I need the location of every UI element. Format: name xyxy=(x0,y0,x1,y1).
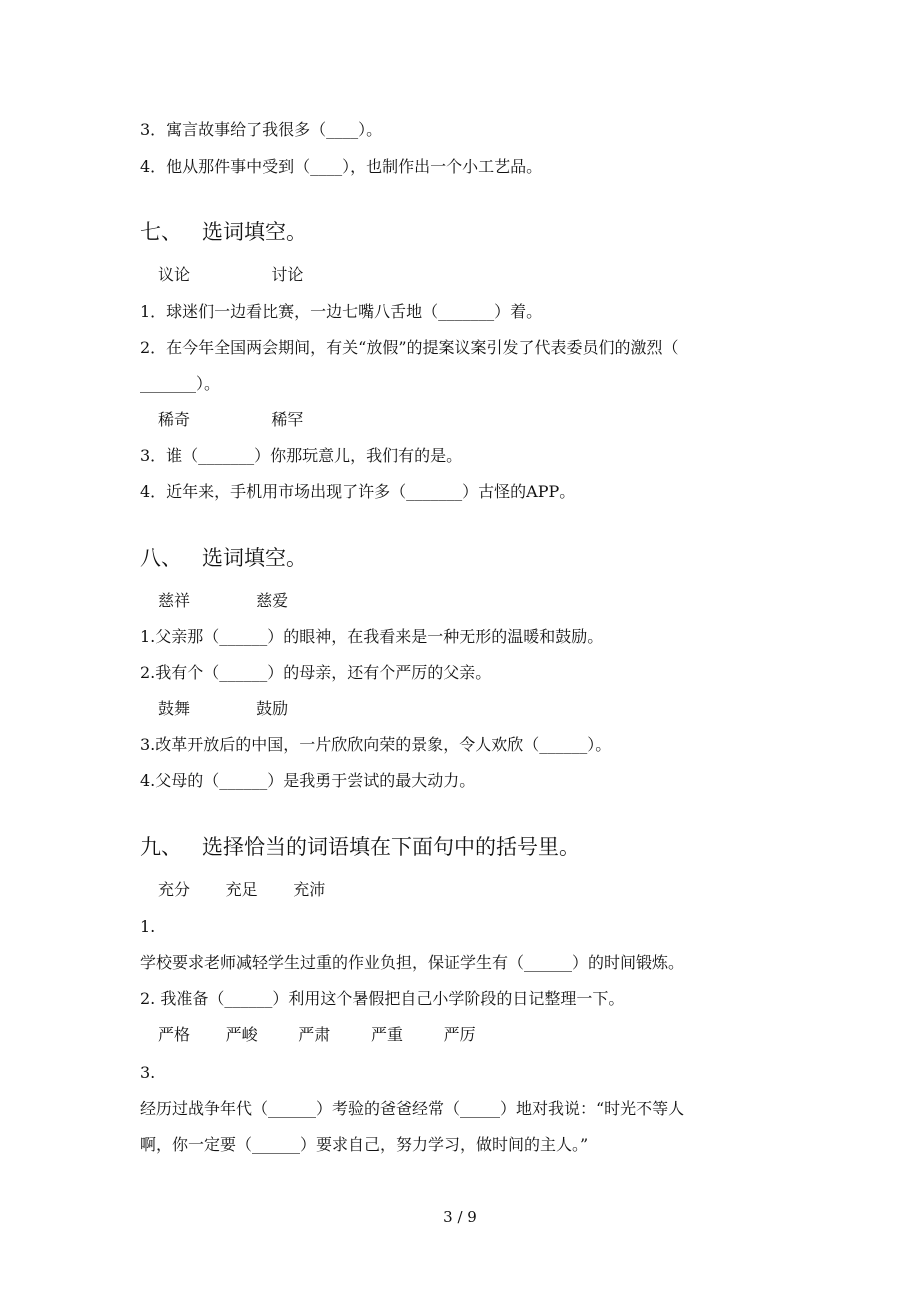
section-8-heading xyxy=(140,544,307,572)
question: 经历过战争年代（______）考验的爸爸经常（_____）地对我说：“时光不等人 xyxy=(140,1099,685,1118)
section-title: 选词填空。 xyxy=(202,546,307,570)
question-continued: 啊，你一定要（______）要求自己，努力学习，做时间的主人。” xyxy=(140,1135,589,1154)
question: 学校要求老师减轻学生过重的作业负担，保证学生有（______）的时间锻炼。 xyxy=(140,953,685,972)
section-title: 选词填空。 xyxy=(202,220,307,244)
question: 3.改革开放后的中国，一片欣欣向荣的景象，令人欢欣（______）。 xyxy=(140,735,612,754)
word-choices: 严格 严峻 严肃 严重 严厉 xyxy=(158,1025,476,1044)
question-number: 1. xyxy=(140,917,156,936)
word-choices: 稀奇 稀罕 xyxy=(158,410,304,429)
question: 2．在今年全国两会期间，有关“放假”的提案议案引发了代表委员们的激烈（ xyxy=(140,338,679,357)
question-number: 3. xyxy=(140,1063,156,1082)
section-7-heading xyxy=(140,218,307,246)
sec6-question-4: 4．他从那件事中受到（____），也制作出一个小工艺品。 xyxy=(140,157,543,176)
section-title: 选择恰当的词语填在下面句中的括号里。 xyxy=(202,835,580,859)
word-choices: 议论 讨论 xyxy=(158,265,304,284)
section-number: 七、 xyxy=(140,220,182,244)
word-choices: 鼓舞 鼓励 xyxy=(158,699,289,718)
question: 4.父母的（______）是我勇于尝试的最大动力。 xyxy=(140,771,476,790)
page-number: 3 / 9 xyxy=(443,1208,477,1226)
question-continued: _______）。 xyxy=(140,374,221,393)
word-choices: 慈祥 慈爱 xyxy=(158,591,289,610)
question: 2.我有个（______）的母亲，还有个严厉的父亲。 xyxy=(140,663,492,682)
question: 1．球迷们一边看比赛，一边七嘴八舌地（_______）着。 xyxy=(140,302,543,321)
section-number: 八、 xyxy=(140,546,182,570)
section-number: 九、 xyxy=(140,835,182,859)
question: 1.父亲那（______）的眼神，在我看来是一种无形的温暖和鼓励。 xyxy=(140,627,604,646)
question: 3．谁（_______）你那玩意儿，我们有的是。 xyxy=(140,446,463,465)
question: 2. 我准备（______）利用这个暑假把自己小学阶段的日记整理一下。 xyxy=(140,989,625,1008)
sec6-question-3: 3．寓言故事给了我很多（____）。 xyxy=(140,120,383,139)
question: 4．近年来，手机用市场出现了许多（_______）古怪的APP。 xyxy=(140,482,576,501)
section-9-heading xyxy=(140,833,580,861)
word-choices: 充分 充足 充沛 xyxy=(158,880,326,899)
